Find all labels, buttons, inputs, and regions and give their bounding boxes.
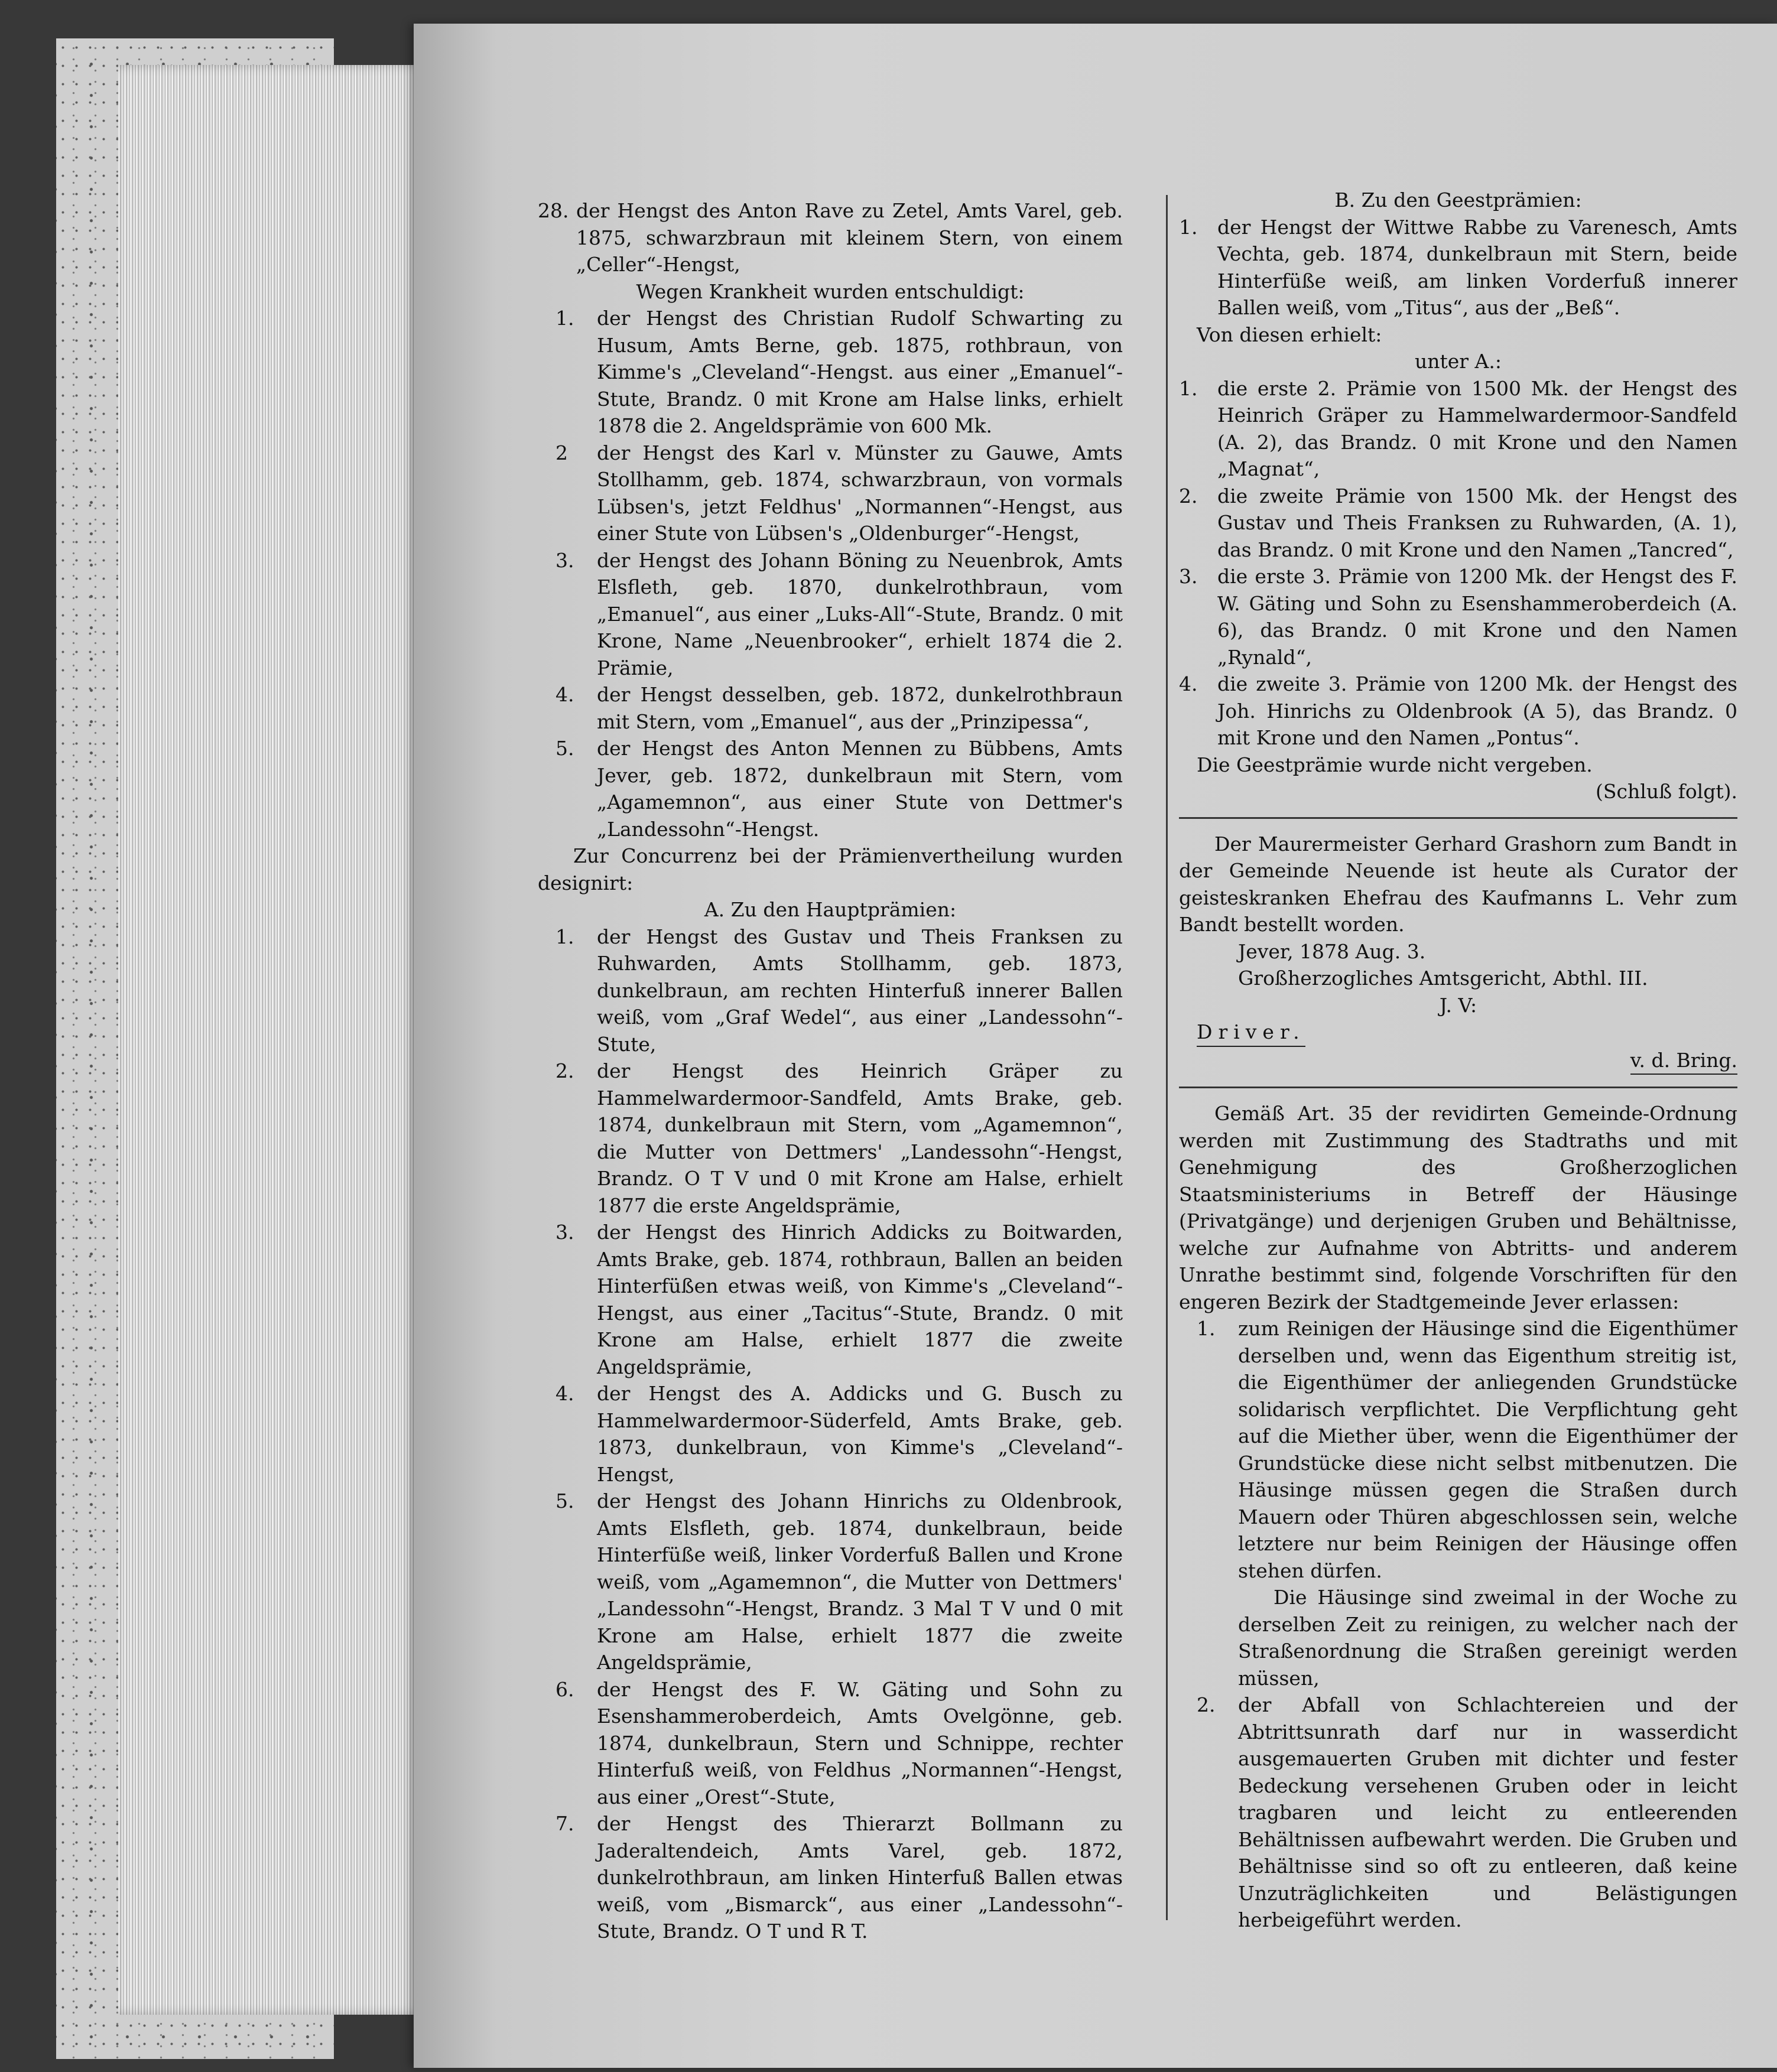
entry-number: 4. xyxy=(555,1382,574,1405)
entry-text: der Hengst des Anton Mennen zu Bübbens, Amts Jever, geb. 1872, dunkelbraun mit Stern, vom „Agamemnon“, aus einer Stute von Dettmer's „Landessohn“-Hengst. xyxy=(597,737,1123,841)
iv-line: J. V: xyxy=(1439,993,1477,1017)
entry-number: 1. xyxy=(1179,215,1198,239)
main-prize-entry-1 xyxy=(538,923,1123,1058)
section-heading-geest: B. Zu den Geestprämien: xyxy=(1334,188,1582,212)
excused-entry-4 xyxy=(538,681,1123,735)
entry-text: der Hengst desselben, geb. 1872, dunkelrothbraun mit Stern, vom „Emanuel“, aus der „Prinzipessa“, xyxy=(597,683,1123,733)
entry-number: 28. xyxy=(538,199,569,222)
entry-text: der Hengst des Christian Rudolf Schwarting zu Husum, Amts Berne, geb. 1875, rothbraun, von Kimme's „Cleveland“-Hengst. aus einer „Emanuel“-Stute, Brandz. 0 mit Krone am Halse links, erhielt 1878 die 2. Angeldsprämie von 600 Mk. xyxy=(597,307,1123,437)
entry-28 xyxy=(538,197,1123,278)
award-1 xyxy=(1179,375,1737,483)
award-4 xyxy=(1179,671,1737,752)
entry-text: der Hengst der Wittwe Rabbe zu Varenesch, Amts Vechta, geb. 1874, dunkelbraun mit Stern, beide Hinterfüße weiß, am linken Vorderfuß innerer Ballen weiß, vom „Titus“, aus der „Beß“. xyxy=(1217,215,1737,319)
signature-driver: Driver. xyxy=(1197,1019,1305,1047)
entry-number: 3. xyxy=(555,1221,574,1244)
main-prize-entry-5 xyxy=(538,1488,1123,1676)
entry-number: 4. xyxy=(555,683,574,706)
entry-text: der Hengst des Heinrich Gräper zu Hammelwardermoor-Sandfeld, Amts Brake, geb. 1874, dunkelbraun mit Stern, vom „Agamemnon“, die Mutter von Dettmers' „Landessohn“-Hengst, Brandz. O T V und 0 mit Krone am Halse, erhielt 1877 die erste Angeldsprämie, xyxy=(597,1059,1123,1217)
entry-number: 1. xyxy=(555,307,574,330)
entry-number: 7. xyxy=(555,1812,574,1835)
received-line: Von diesen erhielt: xyxy=(1197,323,1382,346)
entry-text: die zweite Prämie von 1500 Mk. der Hengst des Gustav und Theis Franksen zu Ruhwarden, (A. 1), das Brandz. 0 mit Krone und den Namen „Tancred“, xyxy=(1217,484,1737,561)
entry-number: 5. xyxy=(555,737,574,760)
entry-text: der Hengst des A. Addicks und G. Busch zu Hammelwardermoor-Süderfeld, Amts Brake, geb. 1873, dunkelbraun, von Kimme's „Cleveland“-Hengst, xyxy=(597,1382,1123,1486)
main-prize-entry-4 xyxy=(538,1380,1123,1488)
rule-paragraph: der Abfall von Schlachtereien und der Abtrittsunrath darf nur in wasserdicht ausgemauerten Gruben mit dichter und fester Bedeckung versehenen Gruben oder in leicht tragbaren und leicht zu entleerenden Behältnissen aufbewahrt werden. Die Gruben und Behältnisse sind so oft zu entleeren, daß keine Unzuträglichkeiten und Belästigungen herbeigeführt werden. xyxy=(1238,1693,1737,1931)
entry-text: der Hengst des Johann Hinrichs zu Oldenbrook, Amts Elsfleth, geb. 1874, dunkelbraun, beide Hinterfüße weiß, linker Vorderfuß Ballen und Krone weiß, vom „Agamemnon“, die Mutter von Dettmers' „Landessohn“-Hengst, Brandz. 3 Mal T V und 0 mit Krone am Halse, erhielt 1877 die zweite Angeldsprämie, xyxy=(597,1489,1123,1674)
entry-number: 2 xyxy=(555,441,568,464)
rule-paragraph: zum Reinigen der Häusinge sind die Eigenthümer derselben und, wenn das Eigenthum streitig ist, die Eigenthümer der anliegenden Grundstücke solidarisch verpflichtet. Die Verpflichtung geht auf die Miether über, wenn die Eigenthümer der Grundstücke diese nicht selbst mitbenutzen. Die Häusinge müssen gegen die Straßen durch Mauern oder Thüren abgeschlossen sein, welche letztere nur beim Reinigen der Häusinge offen stehen dürfen. xyxy=(1238,1317,1737,1582)
ordinance-intro: Gemäß Art. 35 der revidirten Gemeinde-Ordnung werden mit Zustimmung des Stadtraths und mit Genehmigung des Großherzoglichen Staatsministeriums in Betreff der Häusinge (Privatgänge) und derjenigen Gruben und Behältnisse, welche zur Aufnahme von Abtritts- und anderem Unrathe bestimmt sind, folgende Vorschriften für den engeren Bezirk der Stadtgemeinde Jever erlassen: xyxy=(1179,1102,1737,1313)
section-heading-excused: Wegen Krankheit wurden entschuldigt: xyxy=(636,279,1025,303)
entry-number: 4. xyxy=(1179,672,1198,695)
main-prize-entry-2 xyxy=(538,1058,1123,1219)
entry-number: 2. xyxy=(555,1059,574,1082)
designation-paragraph: Zur Concurrenz bei der Prämienvertheilung wurden designirt: xyxy=(538,844,1123,894)
page-edges xyxy=(118,65,431,2015)
entry-text: die erste 2. Prämie von 1500 Mk. der Hengst des Heinrich Gräper zu Hammelwardermoor-Sandfeld (A. 2), das Brandz. 0 mit Krone und den Namen „Magnat“, xyxy=(1217,376,1737,480)
entry-text: der Hengst des Anton Rave zu Zetel, Amts Varel, geb. 1875, schwarzbraun mit kleinem Stern, von einem „Celler“-Hengst, xyxy=(576,199,1123,276)
left-column xyxy=(538,197,1123,1945)
entry-number: 1. xyxy=(1179,376,1198,400)
curator-notice: Der Maurermeister Gerhard Grashorn zum Bandt in der Gemeinde Neuende ist heute als Curator der geisteskranken Ehefrau des Kaufmanns L. Vehr zum Bandt bestellt worden. xyxy=(1179,832,1737,936)
right-column xyxy=(1179,187,1737,1934)
section-heading-main-prizes: A. Zu den Hauptprämien: xyxy=(704,898,957,921)
main-prize-entry-6 xyxy=(538,1676,1123,1811)
entry-number: 6. xyxy=(555,1677,574,1701)
geest-entry-1 xyxy=(1179,214,1737,321)
court-name: Großherzogliches Amtsgericht, Abthl. III. xyxy=(1238,967,1648,990)
entry-text: der Hengst des Karl v. Münster zu Gauwe, Amts Stollhamm, geb. 1874, schwarzbraun, von vormals Lübsen's, jetzt Feldhus' „Normannen“-Hengst, aus einer Stute von Lübsen's „Oldenburger“-Hengst, xyxy=(597,441,1123,545)
rule-1 xyxy=(1179,1315,1737,1692)
entry-number: 3. xyxy=(1179,565,1198,588)
under-a-heading: unter A.: xyxy=(1414,350,1502,373)
entry-text: die zweite 3. Prämie von 1200 Mk. der Hengst des Joh. Hinrichs zu Oldenbrook (A 5), das Brandz. 0 mit Krone und den Namen „Pontus“. xyxy=(1217,672,1737,749)
excused-entry-5 xyxy=(538,735,1123,843)
award-3 xyxy=(1179,563,1737,671)
entry-text: der Hengst des Hinrich Addicks zu Boitwarden, Amts Brake, geb. 1874, rothbraun, Ballen an beiden Hinterfüßen etwas weiß, von Kimme's „Cleveland“-Hengst, aus einer „Tacitus“-Stute, Brandz. 0 mit Krone am Halse, erhielt 1877 die zweite Angeldsprämie, xyxy=(597,1221,1123,1378)
section-rule xyxy=(1179,817,1737,819)
notice-place-date: Jever, 1878 Aug. 3. xyxy=(1238,939,1426,963)
rule-2 xyxy=(1179,1692,1737,1934)
entry-text: der Hengst des F. W. Gäting und Sohn zu Esenshammeroberdeich, Amts Ovelgönne, geb. 1874, dunkelbraun, Stern und Schnippe, rechter Hinterfuß weiß, von Feldhus „Normannen“-Hengst, aus einer „Orest“-Stute, xyxy=(597,1677,1123,1808)
entry-number: 2. xyxy=(1179,484,1198,508)
column-divider xyxy=(1166,195,1168,1920)
rule-paragraph: Die Häusinge sind zweimal in der Woche zu derselben Zeit zu reinigen, zu welcher nach der Straßenordnung die Straßen gereinigt werden müssen, xyxy=(1238,1586,1737,1690)
excused-entry-1 xyxy=(538,305,1123,440)
entry-text: die erste 3. Prämie von 1200 Mk. der Hengst des F. W. Gäting und Sohn zu Esenshammeroberdeich (A. 6), das Brandz. 0 mit Krone und den Namen „Rynald“, xyxy=(1217,565,1737,669)
award-2 xyxy=(1179,483,1737,564)
signature-block xyxy=(1179,1019,1737,1047)
excused-entry-2 xyxy=(538,440,1123,547)
signature-bring-line xyxy=(1179,1047,1737,1075)
entry-number: 2. xyxy=(1197,1693,1216,1716)
main-prize-entry-7 xyxy=(538,1810,1123,1945)
entry-number: 1. xyxy=(555,925,574,948)
entry-text: der Hengst des Johann Böning zu Neuenbrok, Amts Elsfleth, geb. 1870, dunkelrothbraun, vom „Emanuel“, aus einer „Luks-All“-Stute, Brandz. 0 mit Krone, Name „Neuenbrooker“, erhielt 1874 die 2. Prämie, xyxy=(597,548,1123,679)
entry-text: der Hengst des Thierarzt Bollmann zu Jaderaltendeich, Amts Varel, geb. 1872, dunkelrothbraun, am linken Hinterfuß Ballen etwas weiß, vom „Bismarck“, aus einer „Landessohn“-Stute, Brandz. O T und R T. xyxy=(597,1812,1123,1943)
main-prize-entry-3 xyxy=(538,1219,1123,1380)
signature-bring: v. d. Bring. xyxy=(1630,1047,1737,1075)
excused-entry-3 xyxy=(538,547,1123,682)
section-rule xyxy=(1179,1087,1737,1088)
entry-number: 3. xyxy=(555,548,574,572)
entry-text: der Hengst des Gustav und Theis Franksen zu Ruhwarden, Amts Stollhamm, geb. 1873, dunkelbraun, am rechten Hinterfuß innerer Ballen weiß, vom „Graf Wedel“, aus einer „Landessohn“-Stute, xyxy=(597,925,1123,1056)
entry-number: 5. xyxy=(555,1489,574,1512)
to-be-continued: (Schluß folgt). xyxy=(1596,780,1737,803)
not-awarded-line: Die Geestprämie wurde nicht vergeben. xyxy=(1197,753,1593,776)
entry-number: 1. xyxy=(1197,1317,1216,1340)
